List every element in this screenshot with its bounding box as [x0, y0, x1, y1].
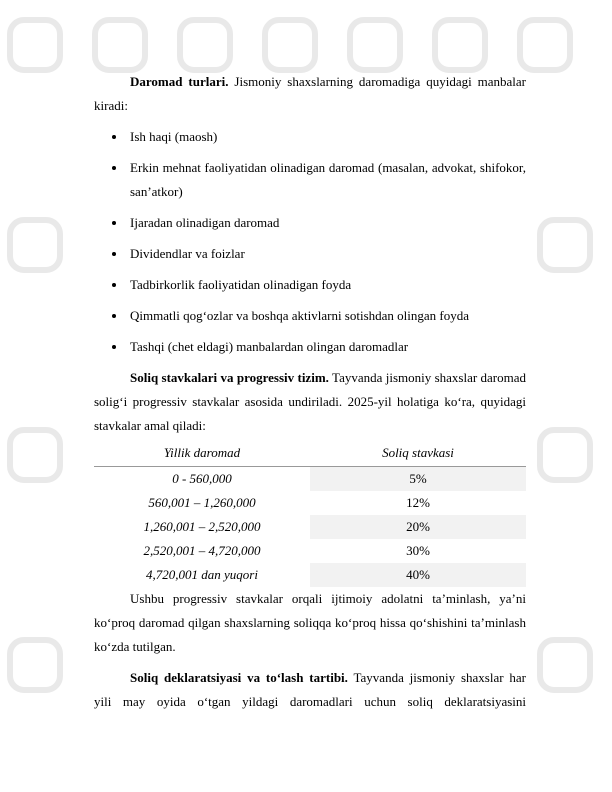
- table-row: [94, 515, 526, 539]
- bullet-icon: [112, 166, 116, 170]
- table-row: [94, 539, 526, 563]
- bullet-icon: [112, 314, 116, 318]
- income-cell: 4,720,001 dan yuqori: [146, 567, 258, 582]
- table-header-row: [94, 440, 526, 467]
- document-body: [94, 70, 526, 714]
- rate-cell: 20%: [310, 515, 526, 539]
- rate-cell: 5%: [310, 467, 526, 492]
- intro-paragraph: [94, 70, 526, 118]
- list-item: Ish haqi (maosh): [94, 125, 526, 149]
- summary-paragraph: Ushbu progressiv stavkalar orqali ijtimoiy adolatni ta’minlash, ya’ni ko‘proq daromad qilgan shaxslarning soliqqa ko‘proq hissa qo‘shishini ta’minlash ko‘zda tutilgan.: [94, 591, 526, 654]
- list-item: Qimmatli qog‘ozlar va boshqa aktivlarni sotishdan olingan foyda: [94, 304, 526, 328]
- list-item: Ijaradan olinadigan daromad: [94, 211, 526, 235]
- tax-rates-table: [94, 440, 526, 587]
- declaration-heading: Soliq deklaratsiyasi va to‘lash tartibi.: [130, 670, 348, 685]
- income-cell: 2,520,001 – 4,720,000: [143, 543, 261, 558]
- bullet-icon: [112, 221, 116, 225]
- rates-intro-paragraph: [94, 366, 526, 438]
- declaration-text: Tayvanda jismoniy shaxslar har yili may oyida o‘tgan yildagi daromadlari uchun soliq deklaratsiyasini: [94, 670, 526, 709]
- list-item: Dividendlar va foizlar: [94, 242, 526, 266]
- bullet-icon: [112, 252, 116, 256]
- list-item: Tashqi (chet eldagi) manbalardan olingan daromadlar: [94, 335, 526, 359]
- list-item: Tadbirkorlik faoliyatidan olinadigan foyda: [94, 273, 526, 297]
- income-column-header: Yillik daromad: [94, 440, 310, 467]
- income-cell: 0 - 560,000: [172, 471, 232, 486]
- income-cell: 560,001 – 1,260,000: [148, 495, 256, 510]
- rate-column-header: Soliq stavkasi: [310, 440, 526, 467]
- rate-cell: 30%: [310, 539, 526, 563]
- income-sources-list: [94, 125, 526, 359]
- intro-text: Jismoniy shaxslarning daromadiga quyidagi manbalar kiradi:: [94, 74, 527, 113]
- list-item: Erkin mehnat faoliyatidan olinadigan daromad (masalan, advokat, shifokor, san’atkor): [94, 156, 526, 204]
- table-row: [94, 467, 526, 492]
- table-row: [94, 563, 526, 587]
- intro-heading: Daromad turlari.: [130, 74, 229, 89]
- declaration-paragraph: [94, 666, 526, 714]
- rate-cell: 40%: [310, 563, 526, 587]
- bullet-icon: [112, 345, 116, 349]
- table-row: [94, 491, 526, 515]
- rates-heading: Soliq stavkalari va progressiv tizim.: [130, 370, 329, 385]
- rates-intro-text: Tayvanda jismoniy shaxslar daromad solig‘i progressiv stavkalar asosida undiriladi. 2025-yil holatiga ko‘ra, quyidagi stavkalar amal qiladi:: [94, 370, 527, 433]
- income-cell: 1,260,001 – 2,520,000: [143, 519, 261, 534]
- bullet-icon: [112, 283, 116, 287]
- rate-cell: 12%: [310, 491, 526, 515]
- bullet-icon: [112, 135, 116, 139]
